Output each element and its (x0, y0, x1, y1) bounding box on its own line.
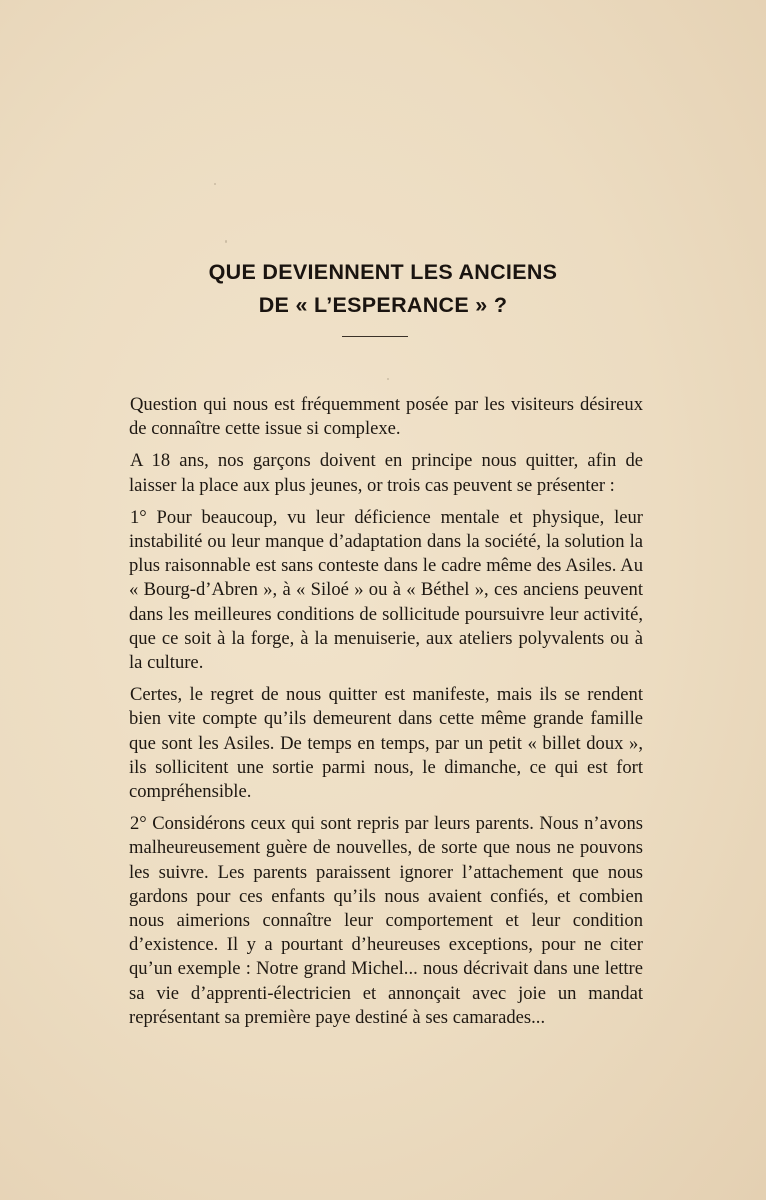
page-title-line-1: QUE DEVIENNENT LES ANCIENS (208, 260, 558, 284)
page-title-line-2: DE « L’ESPERANCE » ? (258, 293, 508, 317)
paragraph-regret: Certes, le regret de nous quitter est manifeste, mais ils se rendent bien vite compte qu’ils demeurent dans cette même grande famille que sont les Asiles. De temps en temps, par un petit « billet doux », ils sollicitent une sortie parmi nous, le dimanche, ce qui est fort compréhensible. (129, 684, 643, 803)
paragraph-intro: Question qui nous est fréquemment posée par les visiteurs désireux de connaître cette issue si complexe. (129, 394, 643, 440)
paragraph-case-2: 2° Considérons ceux qui sont repris par leurs parents. Nous n’avons malheureusement guère de nouvelles, de sorte que nous ne pouvons les suivre. Les parents paraissent ignorer l’attachement que nous gardons pour ces enfants qu’ils nous avaient confiés, et combien nous aimerions connaître leur comportement et leur condition d’existence. Il y a pourtant d’heureuses exceptions, pour ne citer qu’un exemple : Notre grand Michel... nous décrivait dans une lettre sa vie d’apprenti-électricien et annonçait avec joie un mandat représentant sa première paye destiné à ses camarades... (129, 813, 643, 1028)
paragraph-case-1: 1° Pour beaucoup, vu leur déficience mentale et physique, leur instabilité ou leur manque d’adaptation dans la société, la solution la plus raisonnable est sans conteste dans le cadre même des Asiles. Au « Bourg-d’Abren », à « Siloé » ou à « Béthel », ces anciens peuvent dans les meilleures conditions de sollicitude poursuivre leur activité, que ce soit à la forge, à la menuiserie, aux ateliers polyvalents ou à la culture. (129, 506, 643, 674)
article-body (129, 393, 643, 1030)
title-divider (342, 336, 408, 337)
paper-speck (214, 183, 216, 185)
paper-speck (225, 240, 227, 243)
paper-speck (387, 378, 389, 380)
paragraph-age: A 18 ans, nos garçons doivent en principe nous quitter, afin de laisser la place aux plus jeunes, or trois cas peuvent se présenter : (129, 450, 643, 496)
